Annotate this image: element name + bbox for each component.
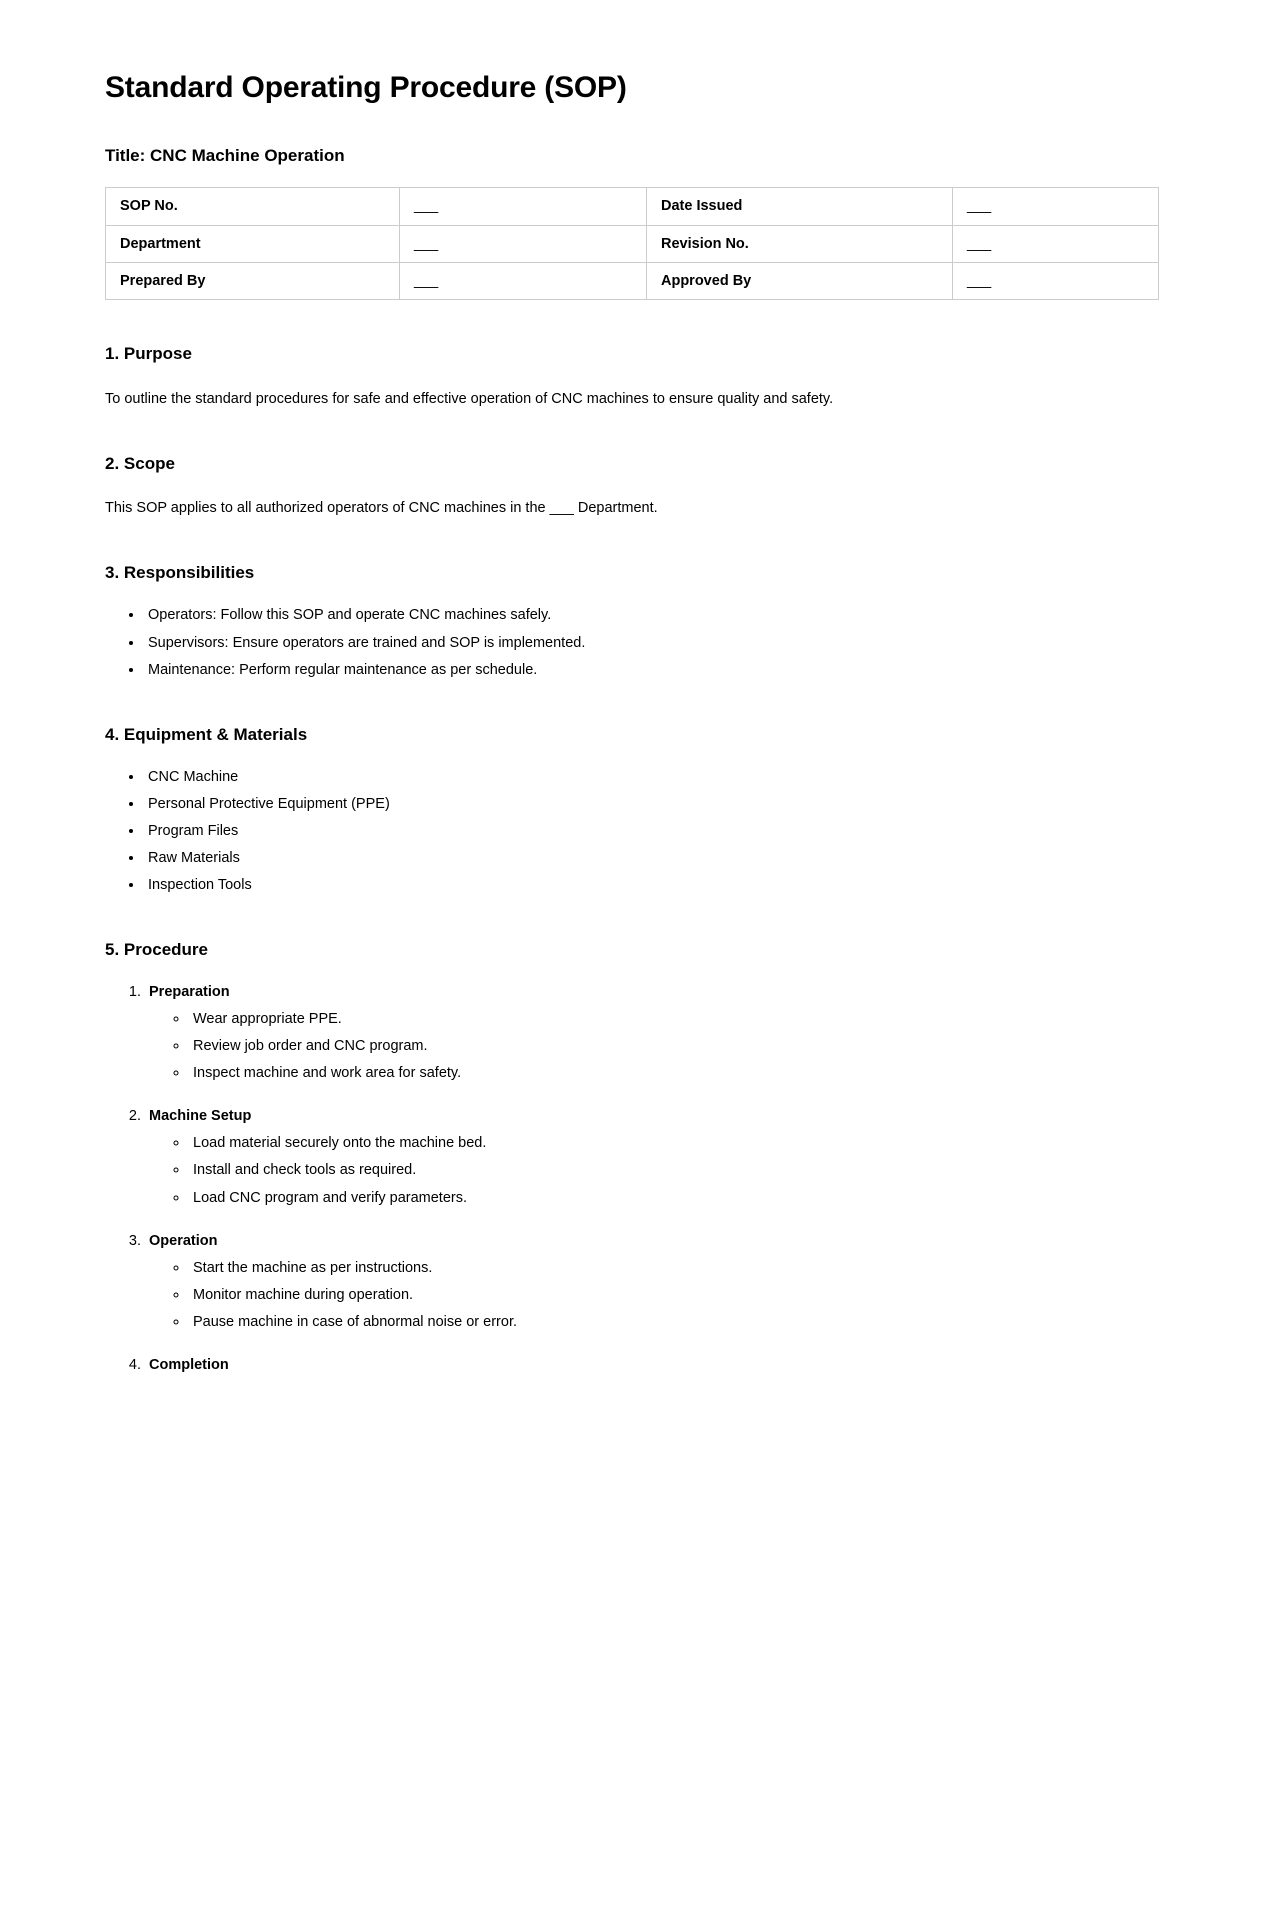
prepared-by-label: Prepared By (106, 262, 400, 299)
approved-by-label: Approved By (647, 262, 953, 299)
approved-by-value[interactable]: ___ (953, 262, 1159, 299)
procedure-step-operation (145, 1231, 1158, 1333)
procedure-step-label: Completion (149, 1356, 229, 1373)
page-title: Standard Operating Procedure (SOP) (105, 71, 627, 104)
procedure-step-label: Machine Setup (149, 1108, 252, 1125)
list-item: • Raw Materials (144, 848, 1158, 869)
table-row (106, 188, 1159, 225)
procedure-substep-list (149, 1258, 1158, 1333)
procedure-step-completion (145, 1355, 1158, 1376)
list-item: • Operators: Follow this SOP and operate CNC machines safely. (144, 605, 1158, 626)
procedure-substep-list (149, 1009, 1158, 1084)
document-subtitle: Title: CNC Machine Operation (105, 146, 345, 165)
procedure-step-label: Operation (149, 1232, 218, 1249)
sop-info-table (105, 187, 1159, 300)
section-body-scope: This SOP applies to all authorized operators of CNC machines in the ___ Department. (105, 500, 658, 517)
table-row (106, 262, 1159, 299)
list-item: ◦ Monitor machine during operation. (189, 1285, 1158, 1306)
revision-no-label: Revision No. (647, 225, 953, 262)
department-label: Department (106, 225, 400, 262)
procedure-step-preparation (145, 982, 1158, 1084)
procedure-substep-list (149, 1133, 1158, 1208)
list-item: ◦ Pause machine in case of abnormal noise or error. (189, 1312, 1158, 1333)
prepared-by-value[interactable]: ___ (400, 262, 647, 299)
list-item: • Program Files (144, 821, 1158, 842)
list-item: • Inspection Tools (144, 875, 1158, 896)
date-issued-value[interactable]: ___ (953, 188, 1159, 225)
list-item: ◦ Start the machine as per instructions. (189, 1258, 1158, 1279)
list-item: ◦ Wear appropriate PPE. (189, 1009, 1158, 1030)
department-value[interactable]: ___ (400, 225, 647, 262)
list-item: ◦ Inspect machine and work area for safety. (189, 1063, 1158, 1084)
list-item: ◦ Load material securely onto the machine bed. (189, 1133, 1158, 1154)
section-heading-equipment: 4. Equipment & Materials (105, 724, 308, 744)
section-heading-scope: 2. Scope (105, 453, 175, 473)
sop-no-value[interactable]: ___ (400, 188, 647, 225)
revision-no-value[interactable]: ___ (953, 225, 1159, 262)
procedure-step-label: Preparation (149, 984, 230, 1001)
list-item: • Maintenance: Perform regular maintenance as per schedule. (144, 660, 1158, 681)
sop-info-table-body (106, 188, 1159, 300)
date-issued-label: Date Issued (647, 188, 953, 225)
list-item: ◦ Load CNC program and verify parameters. (189, 1188, 1158, 1209)
section-heading-purpose: 1. Purpose (105, 344, 192, 364)
procedure-step-machine-setup (145, 1106, 1158, 1208)
procedure-list (105, 982, 1158, 1375)
list-item: • Personal Protective Equipment (PPE) (144, 794, 1158, 815)
table-row (106, 225, 1159, 262)
section-heading-responsibilities: 3. Responsibilities (105, 563, 255, 583)
sop-no-label: SOP No. (106, 188, 400, 225)
list-item: ◦ Review job order and CNC program. (189, 1036, 1158, 1057)
list-item: ◦ Install and check tools as required. (189, 1160, 1158, 1181)
list-item: • Supervisors: Ensure operators are trained and SOP is implemented. (144, 633, 1158, 654)
list-item: • CNC Machine (144, 767, 1158, 788)
responsibilities-list (105, 605, 1158, 680)
equipment-list (105, 767, 1158, 896)
section-body-purpose: To outline the standard procedures for safe and effective operation of CNC machines to ensure quality and safety. (105, 390, 834, 407)
section-heading-procedure: 5. Procedure (105, 940, 208, 959)
